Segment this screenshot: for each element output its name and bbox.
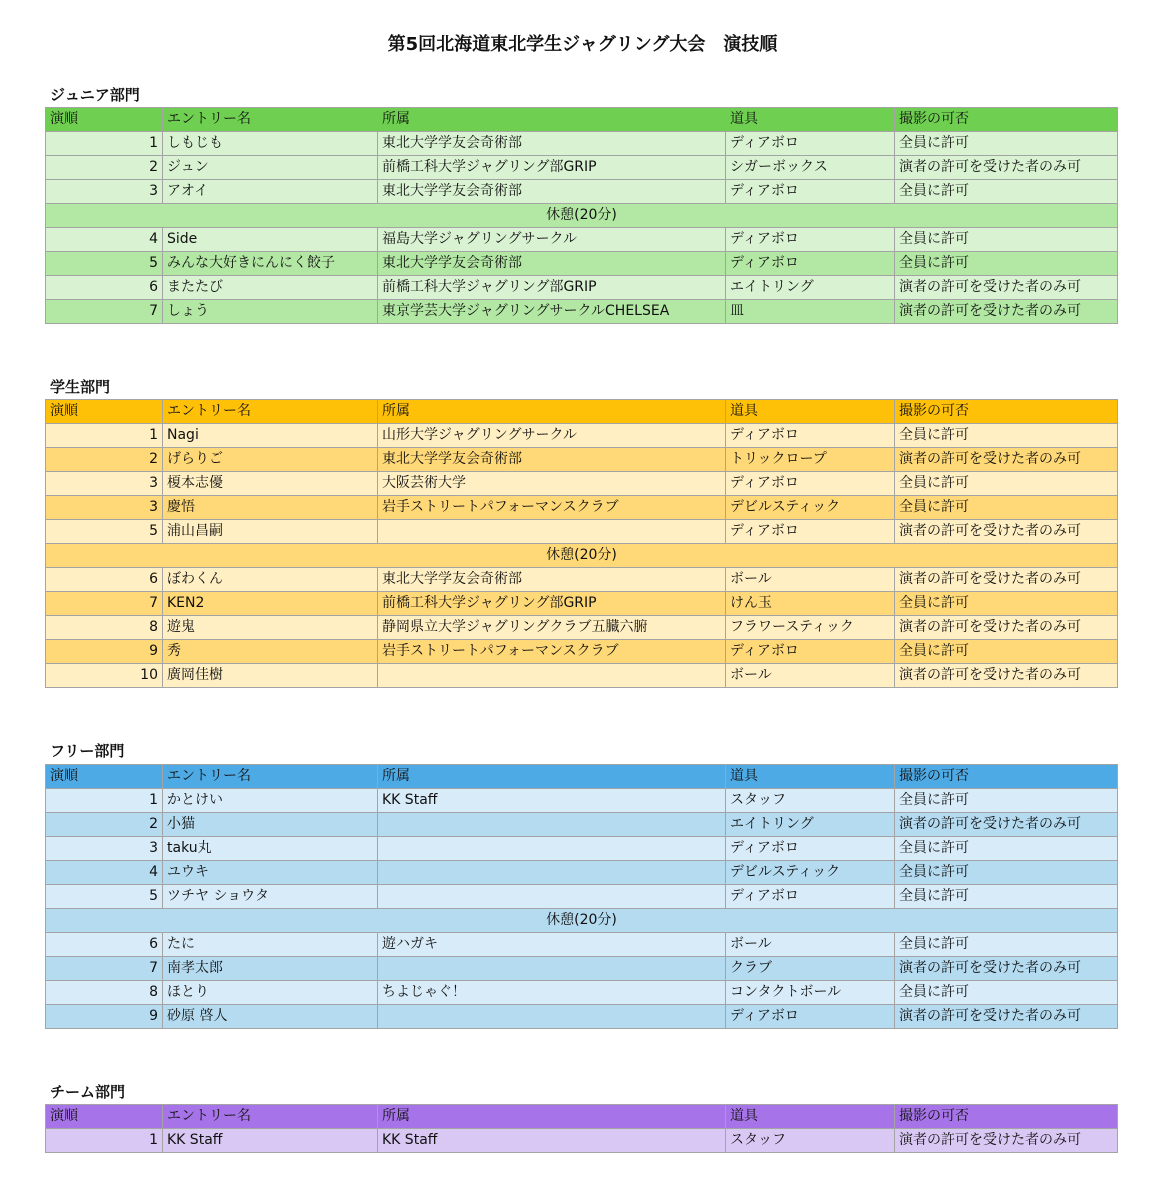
table-row — [46, 228, 1118, 252]
page-title: 第5回北海道東北学生ジャグリング大会 演技順 — [387, 34, 778, 55]
order-cell: 9 — [46, 640, 163, 664]
order-cell: 5 — [46, 252, 163, 276]
table-row — [46, 616, 1118, 640]
table-row — [46, 180, 1118, 204]
order-cell: 4 — [46, 861, 163, 885]
photo-permission-cell: 演者の許可を受けた者のみ可 — [895, 813, 1118, 837]
table-team — [45, 1104, 1118, 1153]
entry-name-cell: ツチヤ ショウタ — [163, 885, 378, 909]
affiliation-cell — [378, 885, 726, 909]
prop-cell: ディアボロ — [726, 520, 895, 544]
order-cell: 6 — [46, 568, 163, 592]
table-row — [46, 132, 1118, 156]
section-title-student: 学生部門 — [50, 378, 111, 396]
photo-permission-cell: 全員に許可 — [895, 472, 1118, 496]
entry-name-cell: 秀 — [163, 640, 378, 664]
table-row — [46, 276, 1118, 300]
prop-cell: スタッフ — [726, 789, 895, 813]
photo-permission-cell: 演者の許可を受けた者のみ可 — [895, 1129, 1118, 1153]
affiliation-cell: KK Staff — [378, 1129, 726, 1153]
header-prop: 道具 — [726, 400, 895, 424]
affiliation-cell: 東北大学学友会奇術部 — [378, 180, 726, 204]
photo-permission-cell: 演者の許可を受けた者のみ可 — [895, 1005, 1118, 1029]
affiliation-cell: 東北大学学友会奇術部 — [378, 568, 726, 592]
order-cell: 6 — [46, 276, 163, 300]
table-header-row — [46, 765, 1118, 789]
header-order: 演順 — [46, 765, 163, 789]
header-prop: 道具 — [726, 108, 895, 132]
entry-name-cell: ぼわくん — [163, 568, 378, 592]
entry-name-cell: 遊鬼 — [163, 616, 378, 640]
entry-name-cell: みんな大好きにんにく餃子 — [163, 252, 378, 276]
entry-name-cell: アオイ — [163, 180, 378, 204]
photo-permission-cell: 演者の許可を受けた者のみ可 — [895, 616, 1118, 640]
affiliation-cell — [378, 664, 726, 688]
affiliation-cell: ちよじゃぐ！ — [378, 981, 726, 1005]
order-cell: 10 — [46, 664, 163, 688]
table-row — [46, 496, 1118, 520]
prop-cell: けん玉 — [726, 592, 895, 616]
entry-name-cell: またたび — [163, 276, 378, 300]
photo-permission-cell: 全員に許可 — [895, 252, 1118, 276]
affiliation-cell — [378, 957, 726, 981]
prop-cell: ディアボロ — [726, 180, 895, 204]
affiliation-cell: 前橋工科大学ジャグリング部GRIP — [378, 276, 726, 300]
affiliation-cell: 東京学芸大学ジャグリングサークルCHELSEA — [378, 300, 726, 324]
photo-permission-cell: 全員に許可 — [895, 180, 1118, 204]
table-row — [46, 424, 1118, 448]
table-junior — [45, 107, 1118, 324]
prop-cell: ディアボロ — [726, 1005, 895, 1029]
affiliation-cell: 遊ハガキ — [378, 933, 726, 957]
affiliation-cell — [378, 520, 726, 544]
affiliation-cell: 前橋工科大学ジャグリング部GRIP — [378, 156, 726, 180]
header-photo-permission: 撮影の可否 — [895, 1105, 1118, 1129]
entry-name-cell: Nagi — [163, 424, 378, 448]
prop-cell: 皿 — [726, 300, 895, 324]
entry-name-cell: ほとり — [163, 981, 378, 1005]
prop-cell: デビルスティック — [726, 496, 895, 520]
header-order: 演順 — [46, 400, 163, 424]
header-entry-name: エントリー名 — [163, 765, 378, 789]
entry-name-cell: かとけい — [163, 789, 378, 813]
table-header-row — [46, 108, 1118, 132]
photo-permission-cell: 全員に許可 — [895, 228, 1118, 252]
photo-permission-cell: 全員に許可 — [895, 496, 1118, 520]
table-free — [45, 764, 1118, 1029]
entry-name-cell: しょう — [163, 300, 378, 324]
affiliation-cell: 福島大学ジャグリングサークル — [378, 228, 726, 252]
table-row — [46, 520, 1118, 544]
table-row — [46, 861, 1118, 885]
affiliation-cell: 前橋工科大学ジャグリング部GRIP — [378, 592, 726, 616]
section-title-free: フリー部門 — [50, 742, 125, 760]
affiliation-cell: 静岡県立大学ジャグリングクラブ五臓六腑 — [378, 616, 726, 640]
header-affiliation: 所属 — [378, 400, 726, 424]
prop-cell: ボール — [726, 933, 895, 957]
photo-permission-cell: 全員に許可 — [895, 789, 1118, 813]
table-row — [46, 813, 1118, 837]
prop-cell: フラワースティック — [726, 616, 895, 640]
affiliation-cell: 大阪芸術大学 — [378, 472, 726, 496]
header-photo-permission: 撮影の可否 — [895, 400, 1118, 424]
break-row — [46, 909, 1118, 933]
entry-name-cell: 砂原 啓人 — [163, 1005, 378, 1029]
prop-cell: エイトリング — [726, 276, 895, 300]
order-cell: 3 — [46, 496, 163, 520]
table-row — [46, 472, 1118, 496]
table-row — [46, 1129, 1118, 1153]
header-entry-name: エントリー名 — [163, 400, 378, 424]
break-row — [46, 544, 1118, 568]
order-cell: 4 — [46, 228, 163, 252]
table-row — [46, 885, 1118, 909]
prop-cell: デビルスティック — [726, 861, 895, 885]
prop-cell: ディアボロ — [726, 252, 895, 276]
entry-name-cell: taku丸 — [163, 837, 378, 861]
prop-cell: ディアボロ — [726, 885, 895, 909]
photo-permission-cell: 演者の許可を受けた者のみ可 — [895, 300, 1118, 324]
entry-name-cell: げらりご — [163, 448, 378, 472]
section-title-junior: ジュニア部門 — [50, 86, 140, 104]
table-row — [46, 640, 1118, 664]
order-cell: 2 — [46, 813, 163, 837]
order-cell: 5 — [46, 885, 163, 909]
order-cell: 5 — [46, 520, 163, 544]
table-row — [46, 664, 1118, 688]
order-cell: 3 — [46, 837, 163, 861]
photo-permission-cell: 演者の許可を受けた者のみ可 — [895, 520, 1118, 544]
break-row — [46, 204, 1118, 228]
order-cell: 1 — [46, 789, 163, 813]
entry-name-cell: 廣岡佳樹 — [163, 664, 378, 688]
entry-name-cell: しもじも — [163, 132, 378, 156]
order-cell: 3 — [46, 180, 163, 204]
prop-cell: ディアボロ — [726, 837, 895, 861]
header-affiliation: 所属 — [378, 765, 726, 789]
photo-permission-cell: 演者の許可を受けた者のみ可 — [895, 664, 1118, 688]
entry-name-cell: たに — [163, 933, 378, 957]
prop-cell: シガーボックス — [726, 156, 895, 180]
affiliation-cell — [378, 861, 726, 885]
entry-name-cell: 浦山昌嗣 — [163, 520, 378, 544]
prop-cell: スタッフ — [726, 1129, 895, 1153]
table-row — [46, 837, 1118, 861]
entry-name-cell: KK Staff — [163, 1129, 378, 1153]
break-label: 休憩(20分) — [46, 204, 1118, 228]
table-row — [46, 592, 1118, 616]
prop-cell: クラブ — [726, 957, 895, 981]
affiliation-cell: 岩手ストリートパフォーマンスクラブ — [378, 640, 726, 664]
order-cell: 8 — [46, 981, 163, 1005]
header-entry-name: エントリー名 — [163, 108, 378, 132]
prop-cell: ディアボロ — [726, 132, 895, 156]
order-cell: 6 — [46, 933, 163, 957]
table-row — [46, 957, 1118, 981]
affiliation-cell — [378, 813, 726, 837]
header-affiliation: 所属 — [378, 108, 726, 132]
affiliation-cell: 東北大学学友会奇術部 — [378, 448, 726, 472]
prop-cell: ディアボロ — [726, 228, 895, 252]
order-cell: 1 — [46, 132, 163, 156]
prop-cell: ボール — [726, 568, 895, 592]
photo-permission-cell: 演者の許可を受けた者のみ可 — [895, 156, 1118, 180]
table-header-row — [46, 1105, 1118, 1129]
header-affiliation: 所属 — [378, 1105, 726, 1129]
entry-name-cell: 南孝太郎 — [163, 957, 378, 981]
photo-permission-cell: 演者の許可を受けた者のみ可 — [895, 448, 1118, 472]
photo-permission-cell: 全員に許可 — [895, 933, 1118, 957]
photo-permission-cell: 全員に許可 — [895, 640, 1118, 664]
affiliation-cell: KK Staff — [378, 789, 726, 813]
entry-name-cell: 小猫 — [163, 813, 378, 837]
photo-permission-cell: 全員に許可 — [895, 885, 1118, 909]
table-row — [46, 789, 1118, 813]
header-prop: 道具 — [726, 1105, 895, 1129]
entry-name-cell: 慶悟 — [163, 496, 378, 520]
affiliation-cell: 東北大学学友会奇術部 — [378, 132, 726, 156]
photo-permission-cell: 全員に許可 — [895, 981, 1118, 1005]
header-entry-name: エントリー名 — [163, 1105, 378, 1129]
order-cell: 1 — [46, 1129, 163, 1153]
table-row — [46, 448, 1118, 472]
prop-cell: コンタクトボール — [726, 981, 895, 1005]
entry-name-cell: 榎本志優 — [163, 472, 378, 496]
table-row — [46, 933, 1118, 957]
break-label: 休憩(20分) — [46, 544, 1118, 568]
table-row — [46, 568, 1118, 592]
order-cell: 2 — [46, 448, 163, 472]
affiliation-cell — [378, 1005, 726, 1029]
order-cell: 8 — [46, 616, 163, 640]
photo-permission-cell: 演者の許可を受けた者のみ可 — [895, 568, 1118, 592]
order-cell: 7 — [46, 957, 163, 981]
table-student — [45, 399, 1118, 688]
affiliation-cell: 岩手ストリートパフォーマンスクラブ — [378, 496, 726, 520]
table-header-row — [46, 400, 1118, 424]
table-row — [46, 981, 1118, 1005]
prop-cell: ディアボロ — [726, 640, 895, 664]
header-order: 演順 — [46, 1105, 163, 1129]
photo-permission-cell: 全員に許可 — [895, 132, 1118, 156]
photo-permission-cell: 全員に許可 — [895, 837, 1118, 861]
entry-name-cell: ユウキ — [163, 861, 378, 885]
photo-permission-cell: 全員に許可 — [895, 861, 1118, 885]
prop-cell: ボール — [726, 664, 895, 688]
photo-permission-cell: 全員に許可 — [895, 592, 1118, 616]
affiliation-cell: 山形大学ジャグリングサークル — [378, 424, 726, 448]
prop-cell: ディアボロ — [726, 424, 895, 448]
order-cell: 7 — [46, 592, 163, 616]
entry-name-cell: ジュン — [163, 156, 378, 180]
photo-permission-cell: 全員に許可 — [895, 424, 1118, 448]
section-title-team: チーム部門 — [50, 1083, 126, 1101]
order-cell: 2 — [46, 156, 163, 180]
entry-name-cell: Side — [163, 228, 378, 252]
table-row — [46, 252, 1118, 276]
affiliation-cell: 東北大学学友会奇術部 — [378, 252, 726, 276]
order-cell: 1 — [46, 424, 163, 448]
break-label: 休憩(20分) — [46, 909, 1118, 933]
affiliation-cell — [378, 837, 726, 861]
table-row — [46, 1005, 1118, 1029]
photo-permission-cell: 演者の許可を受けた者のみ可 — [895, 276, 1118, 300]
table-row — [46, 300, 1118, 324]
order-cell: 3 — [46, 472, 163, 496]
order-cell: 9 — [46, 1005, 163, 1029]
prop-cell: エイトリング — [726, 813, 895, 837]
header-order: 演順 — [46, 108, 163, 132]
photo-permission-cell: 演者の許可を受けた者のみ可 — [895, 957, 1118, 981]
prop-cell: ディアボロ — [726, 472, 895, 496]
entry-name-cell: KEN2 — [163, 592, 378, 616]
order-cell: 7 — [46, 300, 163, 324]
table-row — [46, 156, 1118, 180]
header-photo-permission: 撮影の可否 — [895, 108, 1118, 132]
header-photo-permission: 撮影の可否 — [895, 765, 1118, 789]
prop-cell: トリックロープ — [726, 448, 895, 472]
header-prop: 道具 — [726, 765, 895, 789]
